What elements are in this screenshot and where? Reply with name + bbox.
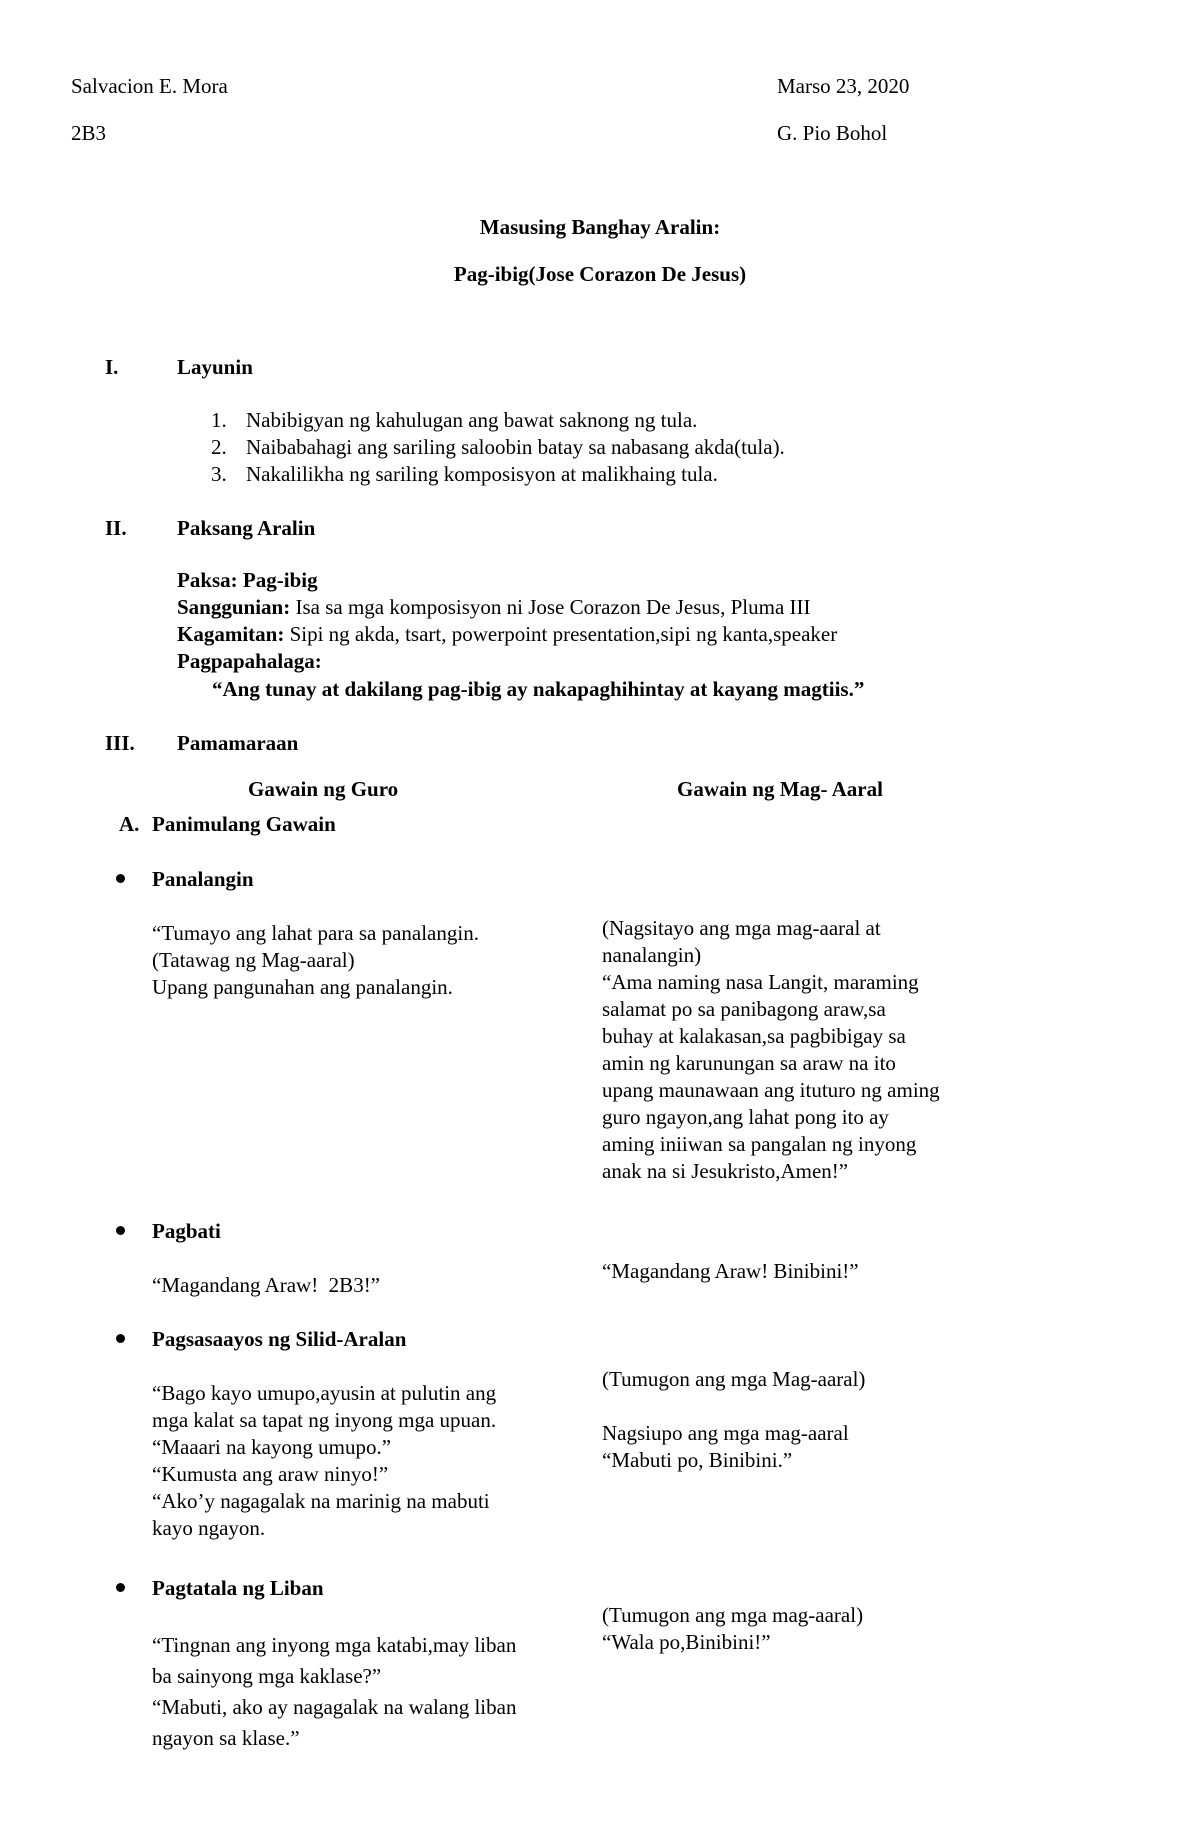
mag-aaral-line: “Mabuti po, Binibini.” bbox=[602, 1448, 793, 1472]
guro-line: “Tumayo ang lahat para sa panalangin. bbox=[152, 921, 479, 945]
class-section: 2B3 bbox=[71, 121, 107, 145]
pagpapahalaga-quote: “Ang tunay at dakilang pag-ibig ay nakapaghihintay at kayang magtiis.” bbox=[212, 677, 865, 701]
guro-line: “Kumusta ang araw ninyo!” bbox=[152, 1462, 389, 1486]
column-header-guro: Gawain ng Guro bbox=[248, 777, 399, 801]
objective-number: 1. bbox=[211, 408, 227, 432]
mag-aaral-line: (Tumugon ang mga mag-aaral) bbox=[602, 1603, 864, 1627]
bullet-icon bbox=[116, 1226, 125, 1235]
activity-title: Pagbati bbox=[152, 1219, 221, 1243]
mag-aaral-line: “Ama naming nasa Langit, maraming bbox=[602, 970, 919, 994]
mag-aaral-line: “Magandang Araw! Binibini!” bbox=[602, 1259, 859, 1283]
document-date: Marso 23, 2020 bbox=[777, 74, 910, 98]
guro-line: “Bago kayo umupo,ayusin at pulutin ang bbox=[152, 1381, 497, 1405]
sanggunian-value: Isa sa mga komposisyon ni Jose Corazon De Jesus, Pluma III bbox=[290, 595, 811, 619]
mag-aaral-line: buhay at kalakasan,sa pagbibigay sa bbox=[602, 1024, 906, 1048]
mag-aaral-line: amin ng karunungan sa araw na ito bbox=[602, 1051, 896, 1075]
activity-title: Pagsasaayos ng Silid-Aralan bbox=[152, 1327, 407, 1351]
mag-aaral-line: (Tumugon ang mga Mag-aaral) bbox=[602, 1367, 866, 1391]
column-header-mag-aaral: Gawain ng Mag- Aaral bbox=[677, 777, 883, 801]
bullet-icon bbox=[116, 874, 125, 883]
sanggunian-line bbox=[177, 594, 811, 621]
guro-line: “Mabuti, ako ay nagagalak na walang liban bbox=[152, 1695, 517, 1719]
kagamitan-label: Kagamitan: bbox=[177, 622, 285, 646]
kagamitan-value: Sipi ng akda, tsart, powerpoint presentation,sipi ng kanta,speaker bbox=[284, 622, 838, 646]
objective-number: 3. bbox=[211, 462, 227, 486]
guro-line: ngayon sa klase.” bbox=[152, 1726, 300, 1750]
objective-text: Nabibigyan ng kahulugan ang bawat saknong ng tula. bbox=[246, 408, 698, 432]
mag-aaral-line: “Wala po,Binibini!” bbox=[602, 1630, 771, 1654]
subsection-letter: A. bbox=[119, 812, 140, 836]
paksa-line: Paksa: Pag-ibig bbox=[177, 568, 318, 592]
part-2-heading: Paksang Aralin bbox=[177, 516, 316, 540]
mag-aaral-line: salamat po sa panibagong araw,sa bbox=[602, 997, 886, 1021]
mag-aaral-text bbox=[602, 1366, 865, 1474]
guro-text bbox=[152, 1272, 380, 1299]
mag-aaral-line bbox=[602, 1393, 865, 1420]
objective-text: Naibabahagi ang sariling saloobin batay sa nabasang akda(tula). bbox=[246, 435, 785, 459]
guro-line: “Maaari na kayong umupo.” bbox=[152, 1435, 392, 1459]
mag-aaral-text bbox=[602, 1602, 863, 1656]
title-line-2: Pag-ibig(Jose Corazon De Jesus) bbox=[453, 262, 747, 286]
activity-title: Panalangin bbox=[152, 867, 254, 891]
mag-aaral-line: (Nagsitayo ang mga mag-aaral at bbox=[602, 916, 881, 940]
guro-line: (Tatawag ng Mag-aaral) bbox=[152, 948, 355, 972]
guro-line: “Ako’y nagagalak na marinig na mabuti bbox=[152, 1489, 490, 1513]
part-1-heading: Layunin bbox=[177, 355, 253, 379]
mag-aaral-text bbox=[602, 915, 940, 1185]
mag-aaral-line: aming iniiwan sa pangalan ng inyong bbox=[602, 1132, 917, 1156]
guro-line: mga kalat sa tapat ng inyong mga upuan. bbox=[152, 1408, 497, 1432]
author-name: Salvacion E. Mora bbox=[71, 74, 228, 98]
mag-aaral-line: Nagsiupo ang mga mag-aaral bbox=[602, 1421, 849, 1445]
part-3-heading: Pamamaraan bbox=[177, 731, 299, 755]
guro-text bbox=[152, 1630, 516, 1754]
mag-aaral-line: nanalangin) bbox=[602, 943, 702, 967]
guro-text bbox=[152, 920, 479, 1001]
bullet-icon bbox=[116, 1583, 125, 1592]
mag-aaral-text bbox=[602, 1258, 859, 1285]
guro-line: ba sainyong mga kaklase?” bbox=[152, 1664, 382, 1688]
subsection-title: Panimulang Gawain bbox=[152, 812, 336, 836]
guro-line: kayo ngayon. bbox=[152, 1516, 266, 1540]
activity-title: Pagtatala ng Liban bbox=[152, 1576, 324, 1600]
mag-aaral-line: anak na si Jesukristo,Amen!” bbox=[602, 1159, 849, 1183]
guro-line: Upang pangunahan ang panalangin. bbox=[152, 975, 453, 999]
objective-number: 2. bbox=[211, 435, 227, 459]
teacher-name: G. Pio Bohol bbox=[777, 121, 888, 145]
part-3-numeral: III. bbox=[105, 731, 135, 755]
part-2-numeral: II. bbox=[105, 516, 127, 540]
pagpapahalaga-label: Pagpapahalaga: bbox=[177, 649, 322, 673]
guro-line: “Magandang Araw! 2B3!” bbox=[152, 1273, 381, 1297]
guro-line: “Tingnan ang inyong mga katabi,may liban bbox=[152, 1633, 517, 1657]
part-1-numeral: I. bbox=[105, 355, 119, 379]
guro-text bbox=[152, 1380, 496, 1542]
objective-text: Nakalilikha ng sariling komposisyon at malikhaing tula. bbox=[246, 462, 718, 486]
bullet-icon bbox=[116, 1334, 125, 1343]
title-line-1: Masusing Banghay Aralin: bbox=[479, 215, 721, 239]
kagamitan-line bbox=[177, 621, 837, 648]
mag-aaral-line: upang maunawaan ang ituturo ng aming bbox=[602, 1078, 940, 1102]
sanggunian-label: Sanggunian: bbox=[177, 595, 291, 619]
mag-aaral-line: guro ngayon,ang lahat pong ito ay bbox=[602, 1105, 889, 1129]
